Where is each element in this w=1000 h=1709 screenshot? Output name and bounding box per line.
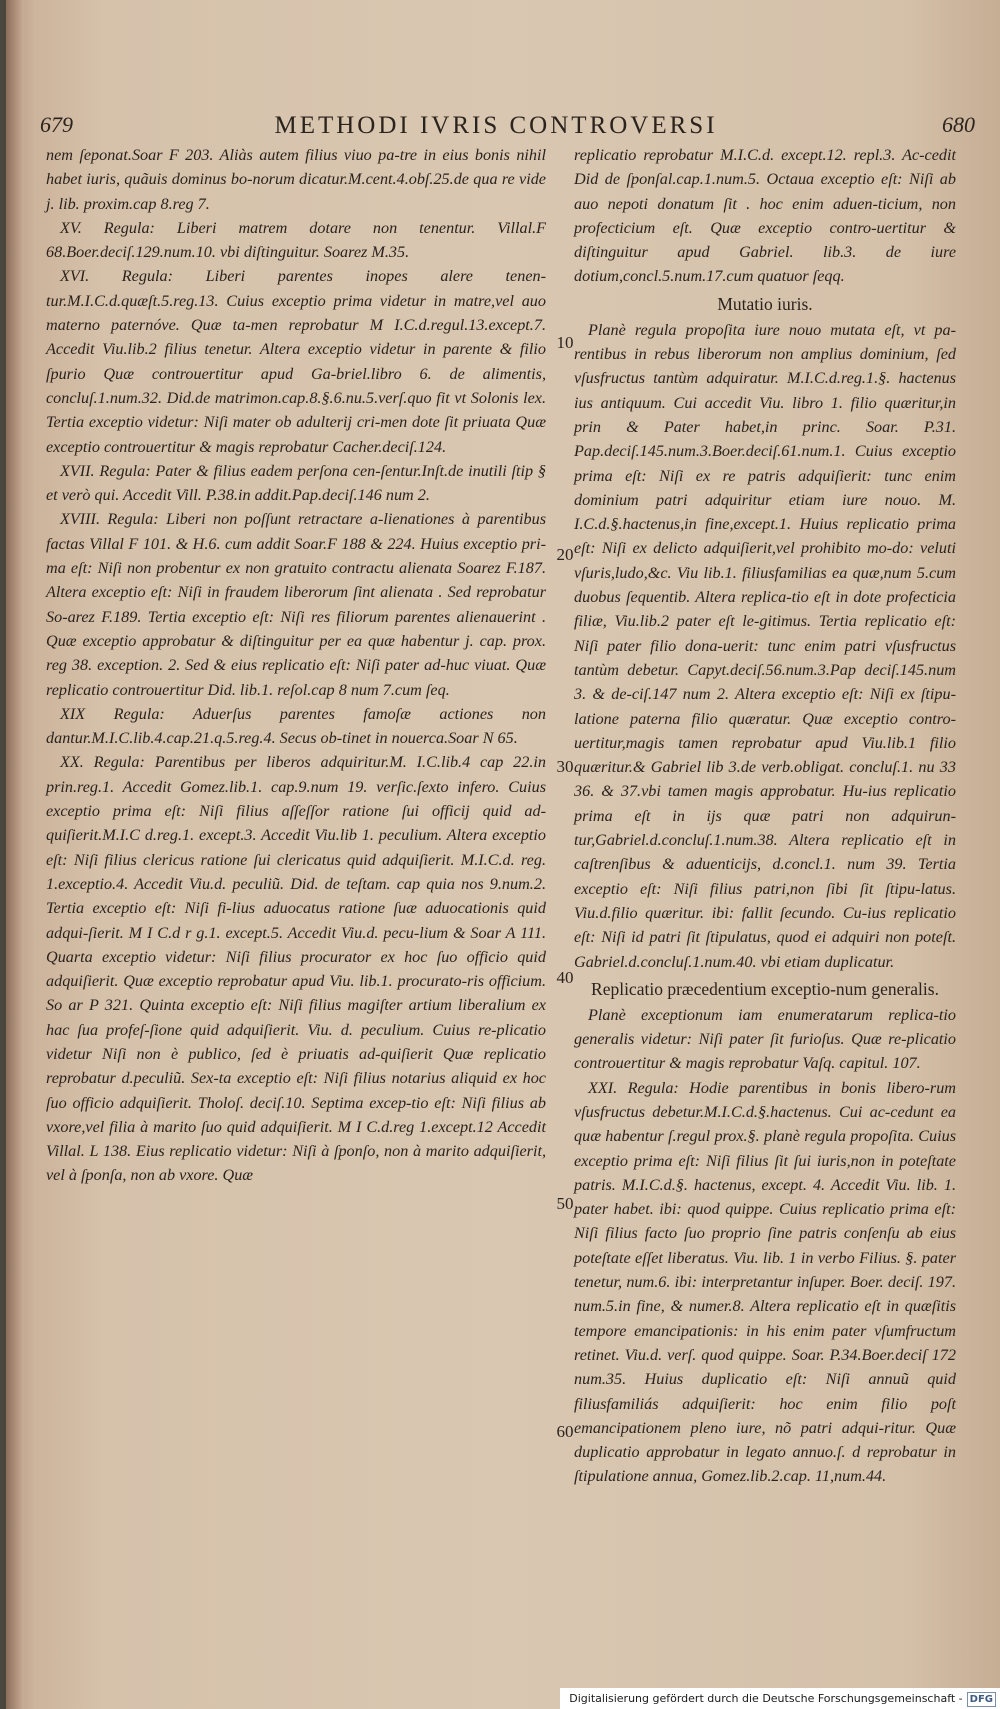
line-number: 40	[556, 968, 574, 987]
paragraph: Planè exceptionum iam enumeratarum replica-tio generalis videtur: Niſi pater ſit furioſus. Quæ re-plicatio controuertitur & magis reprobatur Vaſq. capitul. 107.	[574, 1005, 956, 1073]
section-heading-replicatio: Replicatio præcedentium exceptio-num generalis.	[591, 978, 939, 999]
digitization-credit	[560, 1688, 1000, 1709]
paragraph-rule-21: XXI. Regula: Hodie parentibus in bonis libero-rum vſusfructus debetur.M.I.C.d.§.hactenus. Cui ac-cedunt ea quæ habentur ſ.regul prox.§. planè regula propoſita. Cuius exceptio prima eſt: Niſi filius ſit ſui iuris,non in poteſtate patris. M.I.C.d.§. hactenus, except. 4. Accedit Viu. lib. 1. pater habet. ibi: quod quippe. Cuius replicatio prima eſt: Niſi filius facto ſuo proprio ſine patris conſenſu ab eius poteſtate eſſet liberatus. Viu. lib. 1 in verbo Filius. §. pater tenetur, num.6. ibi: interpretantur inſuper. Boer. deciſ. 197. num.5.in fine, & numer.8. Altera replicatio eſt in quæſitis tempore emancipationis: in his enim pater vſumfructum retinet. Viu.d. verſ. quod quippe. Soar. P.34.Boer.deciſ 172 num.35. Huius duplicatio eſt: Niſi annuũ quid filiusfamiliás adquiſierit: hoc enim filio poſt emancipationem pleno iure, nõ patri adqui-ritur. Quæ duplicatio approbatur in legato annuo.ſ. d reprobatur in ſtipulatione annua, Gomez.lib.2.cap. 11,num.44.	[574, 1078, 956, 1486]
paragraph-rule-19: XIX Regula: Aduerſus parentes famoſæ actiones non dantur.M.I.C.lib.4.cap.21.q.5.reg.4. Secus ob-tinet in nouerca.Soar N 65.	[46, 704, 546, 748]
paragraph-rule-20: XX. Regula: Parentibus per liberos adquiritur.M. I.C.lib.4 cap 22.in prin.reg.1. Accedit Gomez.lib.1. cap.9.num 19. verſic.ſexto infero. Cuius exceptio prima eſt: Niſi filius aſſeſſor ratione ſui officij quid ad-quiſierit.M.I.C d.reg.1. except.3. Accedit Viu.lib 1. peculium. Altera exceptio eſt: Niſi filius clericus ratione ſui clericatus quid adquiſierit. M.I.C.d. reg. 1.exceptio.4. Accedit Viu.d. peculiũ. Did. de teſtam. cap quia nos 9.num.2. Tertia exceptio eſt: Niſi fi-lius aduocatus ratione ſuæ aduocationis quid adqui-ſierit. M I C.d r g.1. except.5. Accedit Viu.d. pecu-lium & Soar A 111. Quarta exceptio videtur: Niſi filius procurator ex hoc ſuo officio quid adquiſierit. Quæ exceptio reprobatur apud Viu. lib.1. procurato-ris officium. So ar P 321. Quinta exceptio eſt: Niſi filius magiſter artium liberalium ex hac ſua profeſ-ſione quid adquiſierit. Viu. d. peculium. Cuius re-plicatio videtur Niſi non è publico, ſed è priuatis ad-quiſierit Quæ replicatio reprobatur d.peculiũ. Sex-ta exceptio eſt: Niſi filius notarius aliquid ex hoc ſuo officio adquiſierit. Tholoſ. deciſ.10. Septima excep-tio eſt: Niſi filius ab vxore,vel filia à marito ſuo quid adquiſierit. M I C.d.reg 1.except.12 Accedit Villal. L 138. Eius replicatio videtur: Niſi à ſponſo, non à marito adquiſierit, vel à ſponſa, non ab vxore. Quæ	[46, 753, 546, 1185]
paragraph: replicatio reprobatur M.I.C.d. except.12. repl.3. Ac-cedit Did de ſponſal.cap.1.num.5. Octaua exceptio eſt: Niſi ab auo nepoti donatum ſit . hoc enim aduen-ticium, non profecticium eſt. Quæ exceptio contro-uertitur & diſtinguitur apud Gabriel. lib.3. de iure dotium,concl.5.num.17.cum quatuor ſeqq.	[574, 146, 956, 286]
page-number-right: 680	[942, 112, 975, 137]
paragraph-rule-15: XV. Regula: Liberi matrem dotare non tenentur. Villal.F 68.Boer.deciſ.129.num.10. vbi diſtinguitur. Soarez M.35.	[46, 218, 546, 262]
right-column	[574, 143, 956, 1489]
page-number-left: 679	[40, 112, 73, 137]
running-head	[6, 112, 1000, 142]
line-number: 50	[556, 1194, 574, 1213]
line-number: 20	[556, 545, 574, 564]
left-column	[46, 143, 546, 1188]
credit-text: Digitalisierung gefördert durch die Deutsche Forschungsgemeinschaft -	[569, 1692, 963, 1705]
paragraph-rule-16: XVI. Regula: Liberi parentes inopes alere tenen-tur.M.I.C.d.quæſt.5.reg.13. Cuius exceptio prima videtur in matre,vel auo materno paternóve. Quæ ta-men reprobatur M I.C.d.regul.13.except.7. Accedit Viu.lib.2 filius tenetur. Altera exceptio videtur in parente & filio ſpurio Quæ controuertitur apud Ga-briel.libro 6. de alimentis, concluſ.1.num.32. Did.de matrimon.cap.8.§.6.nu.5.verſ.quo fit vt Solonis lex. Tertia exceptio videtur: Niſi mater ob adulterij cri-men dote ſit priuata Quæ exceptio controuertitur & magis reprobatur Cacher.deciſ.124.	[46, 267, 546, 456]
line-number: 30	[556, 757, 574, 776]
page-binding-edge	[6, 0, 24, 1709]
dfg-logo: DFG	[967, 1692, 996, 1707]
running-title: METHODI IVRIS CONTROVERSI	[274, 112, 718, 139]
book-page	[6, 0, 1000, 1709]
paragraph: Planè regula propoſita iure nouo mutata eſt, vt pa-rentibus in rebus liberorum non amplius dominium, ſed vſusfructus tantùm adquiratur. M.I.C.d.reg.1.§. hactenus ius antiquum. Cui accedit Viu. libro 1. filio quæritur,in prin & Pater habet,in princ. Soar. P.31. Pap.deciſ.145.num.3.Boer.deciſ.61.num.1. Cuius exceptio prima eſt: Niſi ex re patris adquiſierit: tunc enim dominium patri adquiritur etiam iure nouo. M. I.C.d.§.hactenus,in fine,except.1. Huius replicatio prima eſt: Niſi ex delicto adquiſierit,vel prohibito mo-do: veluti vſuris,ludo,&c. Viu lib.1. filiusfamilias ea quæ,num 5.cum duobus ſequentib. Altera replica-tio eſt in dote profecticia filiæ, Viu.lib.2 pater eſt le-gitimus. Tertia replicatio eſt: Niſi pater filio dona-uerit: tunc enim patri vſusfructus tantùm debetur. Capyt.deciſ.56.num.3.Pap deciſ.145.num 3. & de-ciſ.147 num 2. Altera exceptio eſt: Niſi ex ſtipu-latione paterna filio quæratur. Quæ exceptio contro-uertitur,magis tamen reprobatur apud Viu.lib.1 filio quæritur.& Gabriel lib 3.de verb.obligat. concluſ.1. nu 33 36. & 37.vbi tamen magis approbatur. Hu-ius replicatio prima eſt in ijs quæ patri non adquirun-tur,Gabriel.d.concluſ.1.num.38. Altera replicatio eſt in caſtrenſibus & aduenticijs, d.concl.1. num 39. Tertia exceptio eſt: Niſi filius patri,non ſibi ſit ſtipu-latus. Viu.d.filio quæritur. ibi: fallit ſecundo. Cu-ius replicatio eſt: Niſi id patri ſit ſtipulatus, quod ei adquiri non poteſt. Gabriel.d.concluſ.1.num.40. vbi etiam duplicatur.	[574, 320, 956, 971]
section-heading-mutatio: Mutatio iuris.	[717, 293, 813, 314]
line-number: 10	[556, 333, 574, 352]
paragraph: nem ſeponat.Soar F 203. Aliàs autem filius viuo pa-tre in eius bonis nihil habet iuris, quãuis dominus bo-norum dicatur.M.cent.4.obſ.25.de qua re vide j. lib. proxim.cap 8.reg 7.	[46, 146, 546, 213]
paragraph-rule-18: XVIII. Regula: Liberi non poſſunt retractare a-lienationes à parentibus factas Villal F 101. & H.6. cum addit Soar.F 188 & 224. Huius exceptio pri-ma eſt: Niſi non probentur ex non gratuito contractu alienata Soarez F.187. Altera exceptio eſt: Niſi in fraudem liberorum ſint alienata . Sed reprobatur So-arez F.189. Tertia exceptio eſt: Niſi res filiorum parentes alienauerint . Quæ exceptio approbatur & diſtinguitur per ea quæ habentur j. cap. prox. reg 38. exception. 2. Sed & eius replicatio eſt: Niſi pater ad-huc viuat. Quæ replicatio controuertitur Did. lib.1. reſol.cap 8 num 7.cum ſeq.	[46, 510, 546, 699]
line-number: 60	[556, 1422, 574, 1441]
paragraph-rule-17: XVII. Regula: Pater & filius eadem perſona cen-ſentur.Inſt.de inutili ſtip § et verò qui. Accedit Vill. P.38.in addit.Pap.deciſ.146 num 2.	[46, 461, 546, 505]
